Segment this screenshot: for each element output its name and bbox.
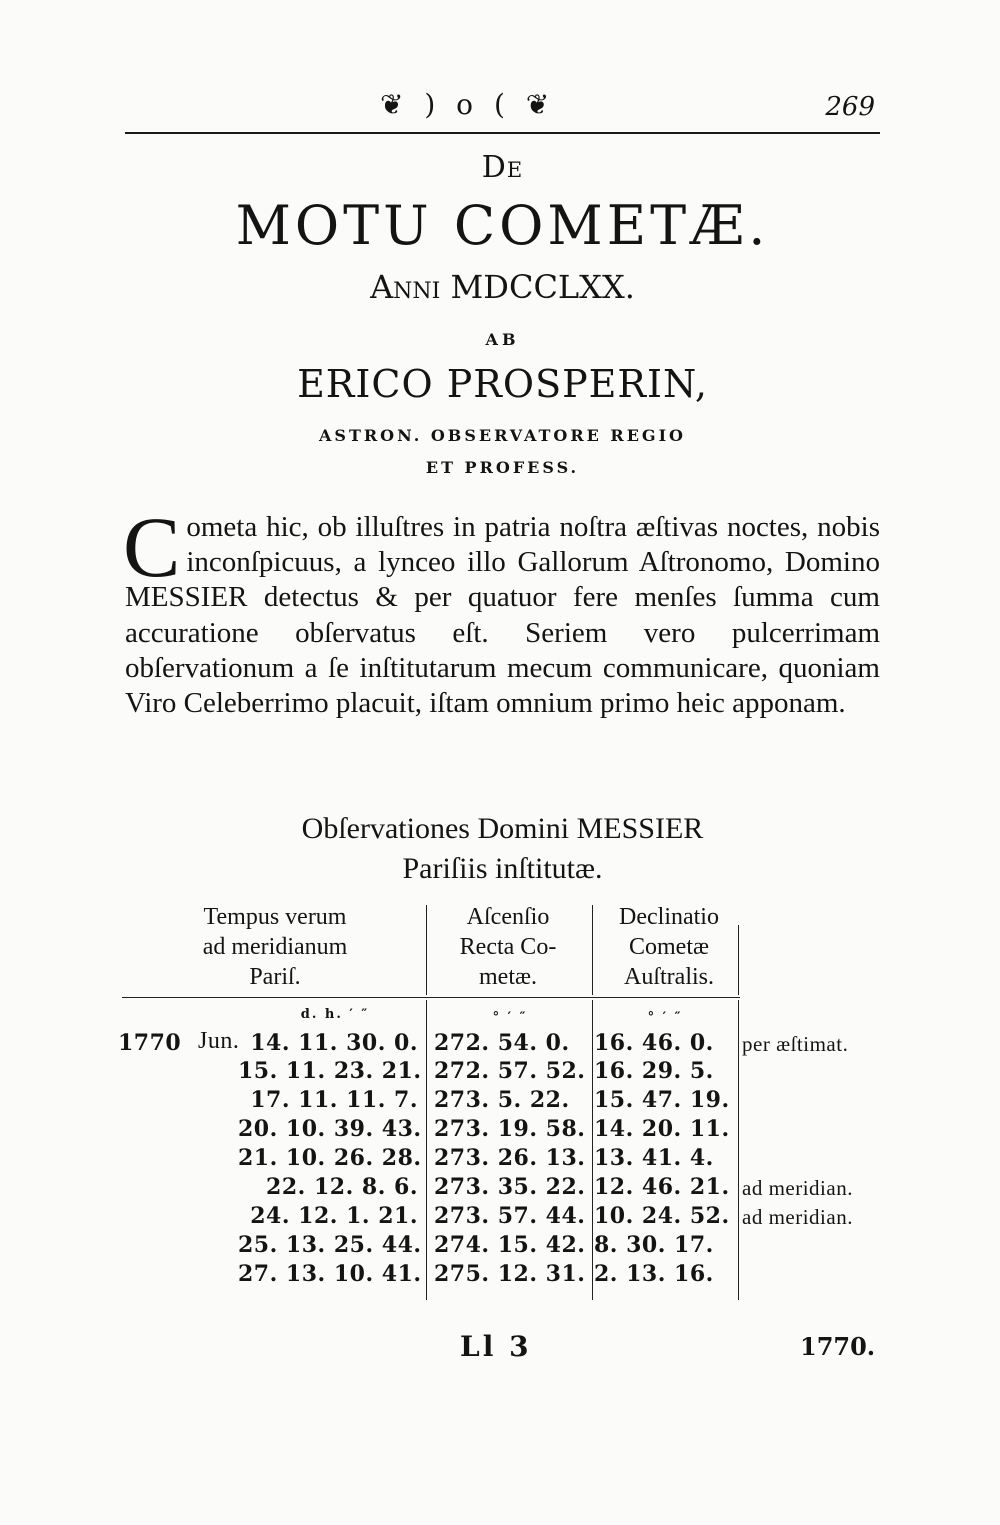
declination-cell: 10. 24. 52.	[594, 1203, 730, 1229]
title-ab: AB	[485, 330, 520, 349]
units-time: d. h. ′ ″	[300, 1007, 370, 1022]
declination-cell: 15. 47. 19.	[594, 1087, 730, 1113]
year-cell: 1770	[118, 1030, 182, 1056]
ascension-cell: 272. 57. 52.	[434, 1058, 586, 1084]
author-name: ERICO PROSPERIN,	[297, 362, 708, 406]
header-dec-line3: Auſtralis.	[624, 964, 714, 990]
time-cell: 20. 10. 39. 43.	[238, 1116, 422, 1142]
header-ascension	[428, 902, 588, 992]
time-cell: 25. 13. 25. 44.	[238, 1232, 422, 1258]
observations-title-1: Obſervationes Domini MESSIER	[301, 812, 704, 845]
title-de: De	[481, 150, 524, 185]
header-time-line2: ad meridianum	[202, 934, 348, 960]
month-cell: Jun.	[198, 1028, 240, 1054]
column-divider	[426, 905, 427, 995]
drop-cap: C	[123, 499, 181, 595]
header-asc-line1: Aſcenſio	[466, 904, 550, 930]
ascension-cell: 273. 19. 58.	[434, 1116, 586, 1142]
note-cell: ad meridian.	[742, 1205, 853, 1229]
header-time	[150, 902, 400, 992]
header-declination	[594, 902, 744, 992]
column-divider	[592, 1000, 593, 1300]
declination-cell: 14. 20. 11.	[594, 1116, 730, 1142]
declination-cell: 16. 29. 5.	[594, 1058, 714, 1084]
column-divider	[426, 1000, 427, 1300]
ascension-cell: 273. 57. 44.	[434, 1203, 586, 1229]
time-cell: 14. 11. 30. 0.	[250, 1030, 418, 1056]
header-asc-line3: metæ.	[479, 964, 537, 990]
author-title-1: ASTRON. OBSERVATORE REGIO	[319, 426, 686, 445]
time-cell: 21. 10. 26. 28.	[238, 1145, 422, 1171]
declination-cell: 13. 41. 4.	[594, 1145, 714, 1171]
ascension-cell: 275. 12. 31.	[434, 1261, 586, 1287]
ascension-cell: 273. 5. 22.	[434, 1087, 570, 1113]
time-cell: 27. 13. 10. 41.	[238, 1261, 422, 1287]
author-title-2: ET PROFESS.	[425, 458, 580, 477]
units-declination: ° ′ ″	[647, 1010, 683, 1025]
title-main: MOTU COMETÆ.	[235, 194, 770, 257]
header-asc-line2: Recta Co-	[459, 934, 557, 960]
declination-cell: 12. 46. 21.	[594, 1174, 730, 1200]
header-time-line3: Pariſ.	[249, 964, 301, 990]
ascension-cell: 274. 15. 42.	[434, 1232, 586, 1258]
declination-cell: 16. 46. 0.	[594, 1030, 714, 1056]
ascension-cell: 272. 54. 0.	[434, 1030, 570, 1056]
column-divider	[592, 905, 593, 995]
time-cell: 22. 12. 8. 6.	[266, 1174, 418, 1200]
title-year: Anni MDCCLXX.	[370, 268, 635, 306]
ascension-cell: 273. 35. 22.	[434, 1174, 586, 1200]
observations-title-2: Pariſiis inſtitutæ.	[402, 852, 603, 885]
header-dec-line1: Declinatio	[619, 904, 719, 930]
time-cell: 24. 12. 1. 21.	[250, 1203, 418, 1229]
note-cell: per æſtimat.	[742, 1032, 849, 1056]
time-cell: 17. 11. 11. 7.	[250, 1087, 418, 1113]
units-ascension: ° ′ ″	[492, 1010, 528, 1025]
signature-mark: Ll 3	[460, 1330, 532, 1363]
header-time-line1: Tempus verum	[203, 904, 347, 930]
time-cell: 15. 11. 23. 21.	[238, 1058, 422, 1084]
catchword: 1770.	[800, 1332, 876, 1361]
ascension-cell: 273. 26. 13.	[434, 1145, 586, 1171]
note-cell: ad meridian.	[742, 1176, 853, 1200]
declination-cell: 2. 13. 16.	[594, 1261, 714, 1287]
column-divider	[738, 1000, 739, 1300]
declination-cell: 8. 30. 17.	[594, 1232, 714, 1258]
header-dec-line2: Cometæ	[628, 934, 709, 960]
header-rule	[122, 997, 740, 998]
page-number: 269	[825, 92, 875, 122]
column-divider	[738, 925, 739, 995]
ornament: ❦ ) o ( ❦	[380, 88, 556, 121]
paragraph-text: ometa hic, ob illuſtres in patria noſtra æſtivas noctes, nobis inconſpicuus, a lynceo illo Gallorum Aſtronomo, Domino MESSIER detectus & per quatuor fere menſes ſumma cum accuratione obſervatus eſt. Seriem vero pulcerrimam obſervationum a ſe inſtitutarum mecum communicare, quoniam Viro Celeberrimo placuit, iſtam omnium primo heic apponam.	[125, 511, 880, 720]
